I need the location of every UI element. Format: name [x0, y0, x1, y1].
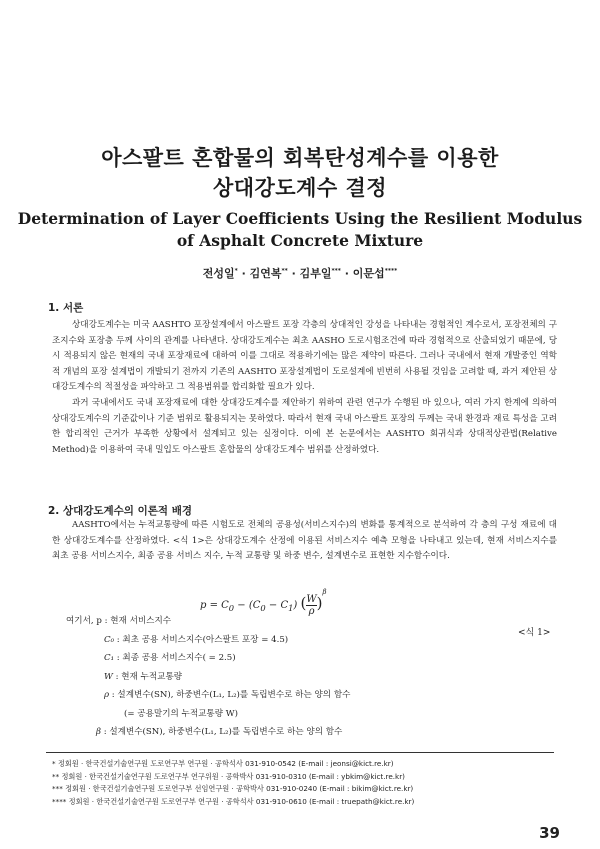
title-korean-line2: 상대강도계수 결정 [212, 176, 388, 200]
section-2-paragraph: AASHTO에서는 누적교통량에 따른 시험도로 전체의 공용성(서비스지수)의 변화를 통계적으로 분석하여 각 층의 구성 재료에 대한 상대강도계수를 산정하였다. <식 1>은 상대강도계수 산정에 이용된 서비스지수 예측 모형을 나타내고 있는데, 현재 서비스지수를 최초 공용 서비스지수, 최종 공용 서비스 지수, 누적 교통량 및 하중 변수, 설계변수로 표현한 지수함수이다. [52, 520, 557, 562]
author-sep: · [287, 267, 300, 280]
author-2-mark: ** [281, 267, 288, 275]
title-english-line1: Determination of Layer Coefficients Using the Resilient Modulus [17, 209, 583, 228]
section-2-heading: 2. 상대강도계수의 이론적 배경 [48, 505, 192, 517]
footnote: ** 정회원 · 한국건설기술연구원 도로연구부 연구위원 · 공학박사 031-910-0310 (E-mail : ybkim@kict.re.kr) [52, 771, 405, 781]
def-row: 여기서, p : 현재 서비스지수 [66, 616, 172, 626]
footnote: * 정회원 · 한국건설기술연구원 도로연구부 연구원 · 공학석사 031-910-0542 (E-mail : jeonsi@kict.re.kr) [52, 759, 394, 768]
def-row: C₁ : 최종 공용 서비스지수( = 2.5) [104, 653, 236, 663]
author-sep: · [237, 267, 250, 280]
author-3: 김부일 [299, 267, 332, 280]
author-2: 김연복 [249, 267, 282, 280]
equation-fraction: $\frac{W}{\rho}$ [306, 594, 317, 617]
author-1: 전성일 [202, 267, 235, 280]
page-number: 39 [539, 824, 560, 842]
title-korean-line1: 아스팔트 혼합물의 회복탄성계수를 이용한 [101, 146, 499, 170]
def-row: ρ : 설계변수(SN), 하중변수(L₁, L₂)를 독립변수로 하는 양의 함수 [104, 690, 351, 700]
footnote: *** 정회원 · 한국건설기술연구원 도로연구부 선임연구원 · 공학박사 031-910-0240 (E-mail : bikim@kict.re.kr) [52, 784, 414, 793]
section-2-body [52, 518, 557, 565]
author-3-mark: *** [331, 267, 341, 275]
def-row: β : 설계변수(SN), 하중변수(L₁, L₂)를 독립변수로 하는 양의 함수 [96, 727, 343, 737]
section-1-body [52, 318, 557, 458]
equation-1-label: <식 1> [518, 628, 551, 638]
section-1-paragraph: 상대강도계수는 미국 AASHTO 포장설계에서 아스팔트 포장 각층의 상대적인 강성을 나타내는 경험적인 계수로서, 포장전체의 구조지수와 포장층 두께 사이의 관계를 나타낸다. 상대강도계수는 최초 AASHO 도로시험조건에 따라 경험적으로 산출되었기 때문에, 당시 적용되지 않은 현재의 국내 포장재료에 대하여 이를 그대로 적용하기에는 많은 제약이 따른다. 그러나 국내에서 현재 개발중인 역학적 개념의 포장 설계법이 개발되기 전까지 기존의 AASHTO 포장설계법이 도로설계에 빈번히 사용될 것임을 고려할 때, 과거 제안된 상대강도계수의 적절성을 파악하고 그 적용범위를 합리화할 필요가 있다. [52, 320, 557, 393]
author-4-mark: **** [384, 267, 398, 275]
def-row: (= 공용말기의 누적교통량 W) [124, 708, 238, 719]
title-english-line2: of Asphalt Concrete Mixture [176, 231, 424, 250]
author-4: 이문섭 [352, 267, 385, 280]
section-1-paragraph: 과거 국내에서도 국내 포장재료에 대한 상대강도계수를 제안하기 위하여 관련 연구가 수행된 바 있으나, 여러 가지 한계에 의하여 상대강도계수의 기준값이나 기준 범위로 활용되지는 못하였다. 따라서 현재 국내 아스팔트 포장의 두께는 국내 환경과 재료 특성을 고려한 합리적인 근거가 부족한 상황에서 설계되고 있는 실정이다. 이에 본 논문에서는 AASHTO 회귀식과 상대적상관법(Relative Method)을 이용하여 국내 밀입도 아스팔트 혼합물의 상대강도계수 범위를 산정하였다. [52, 397, 557, 455]
equation-1: $p = C_0 - (C_0 - C_1)$ ( $\frac{W}{\rho}$ )$^\beta$ [200, 588, 327, 617]
footnote-divider [46, 752, 554, 753]
variable-definitions [66, 612, 350, 742]
author-sep: · [340, 267, 353, 280]
def-row: W : 현재 누적교통량 [104, 671, 183, 682]
section-1-heading: 1. 서론 [48, 302, 84, 314]
author-1-mark: * [234, 267, 238, 275]
def-row: C₀ : 최초 공용 서비스지수(아스팔트 포장 = 4.5) [104, 634, 289, 645]
footnotes [52, 758, 414, 808]
author-list [0, 265, 600, 281]
footnote: **** 정회원 · 한국건설기술연구원 도로연구부 연구원 · 공학석사 031-910-0610 (E-mail : truepath@kict.re.kr) [52, 796, 415, 806]
